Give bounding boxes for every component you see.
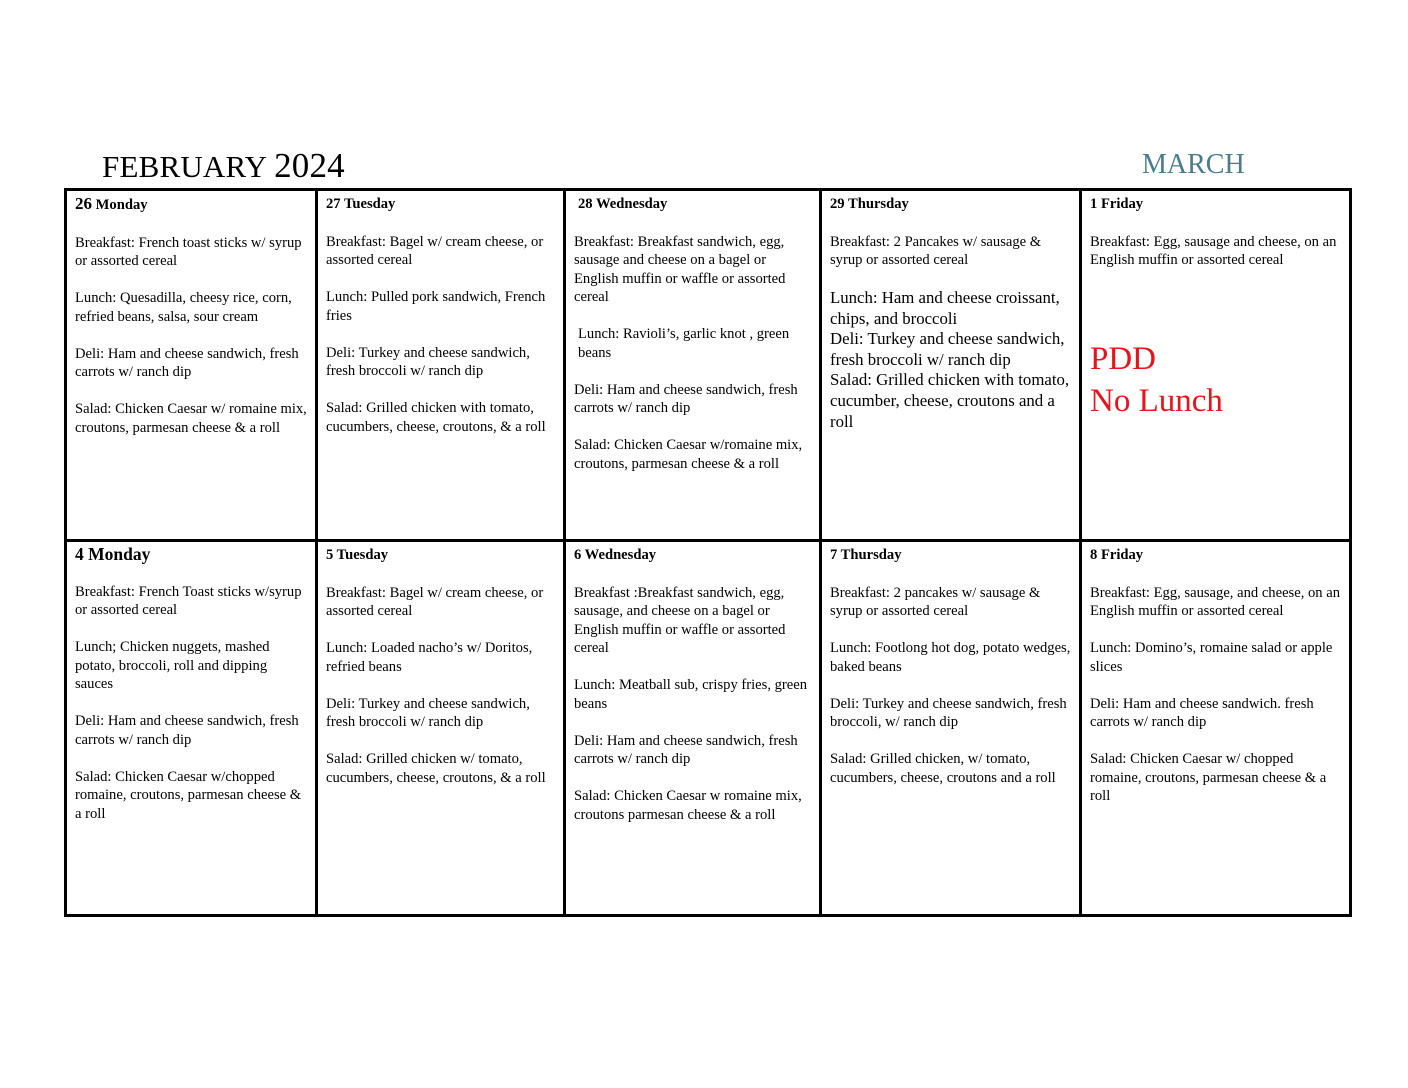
month-year: 2024 bbox=[274, 146, 345, 185]
lunch-item: Lunch: Meatball sub, crispy fries, green beans bbox=[574, 677, 808, 712]
day-header: 7 Thursday bbox=[830, 547, 902, 563]
day-number: 26 bbox=[75, 194, 92, 213]
breakfast-item: Breakfast: French Toast sticks w/syrup or assorted cereal bbox=[75, 583, 302, 618]
day-header: 28 Wednesday bbox=[578, 196, 668, 212]
deli-item: Deli: Ham and cheese sandwich, fresh carrots w/ ranch dip bbox=[574, 381, 798, 416]
breakfast-item: Breakfast: 2 pancakes w/ sausage & syrup or assorted cereal bbox=[830, 584, 1041, 619]
salad-item: Salad: Grilled chicken with tomato, cucumbers, cheese, croutons, & a roll bbox=[326, 400, 546, 435]
deli-item: Deli: Ham and cheese sandwich. fresh carrots w/ ranch dip bbox=[1090, 695, 1314, 730]
day-cell-mar-8 bbox=[1082, 542, 1349, 914]
lunch-item: Lunch: Footlong hot dog, potato wedges, baked beans bbox=[830, 640, 1071, 675]
salad-item: Salad: Grilled chicken with tomato, cucumber, cheese, croutons and a roll bbox=[830, 370, 1070, 431]
salad-item: Salad: Chicken Caesar w/ romaine mix, croutons, parmesan cheese & a roll bbox=[75, 401, 307, 436]
month-name: FEBRUARY bbox=[102, 149, 267, 184]
breakfast-item: Breakfast: 2 Pancakes w/ sausage & syrup or assorted cereal bbox=[830, 233, 1042, 268]
deli-item: Deli: Ham and cheese sandwich, fresh carrots w/ ranch dip bbox=[75, 345, 299, 380]
day-cell-feb-27 bbox=[318, 191, 563, 539]
lunch-item: Lunch: Ham and cheese croissant, chips, and broccoli bbox=[830, 288, 1060, 328]
lunch-item: Lunch; Chicken nuggets, mashed potato, broccoli, roll and dipping sauces bbox=[75, 639, 270, 692]
lunch-item: Lunch: Quesadilla, cheesy rice, corn, refried beans, salsa, sour cream bbox=[75, 290, 292, 325]
day-header: 4 Monday bbox=[75, 544, 151, 564]
breakfast-item: Breakfast: Bagel w/ cream cheese, or assorted cereal bbox=[326, 233, 544, 268]
day-cell-mar-6 bbox=[566, 542, 819, 914]
breakfast-item: Breakfast: Bagel w/ cream cheese, or assorted cereal bbox=[326, 584, 544, 619]
lunch-item: Lunch: Ravioli’s, garlic knot , green beans bbox=[578, 326, 790, 361]
day-cell-feb-26 bbox=[67, 191, 315, 539]
day-header: 27 Tuesday bbox=[326, 196, 396, 212]
lunch-item: Lunch: Loaded nacho’s w/ Doritos, refried beans bbox=[326, 640, 533, 675]
breakfast-item: Breakfast: Egg, sausage, and cheese, on an English muffin or assorted cereal bbox=[1090, 584, 1341, 619]
breakfast-item: Breakfast: French toast sticks w/ syrup or assorted cereal bbox=[75, 234, 302, 269]
no-lunch-notice: No Lunch bbox=[1090, 382, 1223, 419]
deli-item: Deli: Turkey and cheese sandwich, fresh broccoli, w/ ranch dip bbox=[830, 695, 1067, 730]
salad-item: Salad: Grilled chicken, w/ tomato, cucumbers, cheese, croutons and a roll bbox=[830, 751, 1056, 786]
day-cell-mar-4 bbox=[67, 542, 315, 914]
pdd-notice: PDD bbox=[1090, 340, 1157, 377]
deli-item: Deli: Turkey and cheese sandwich, fresh broccoli w/ ranch dip bbox=[830, 329, 1065, 369]
month-title bbox=[102, 146, 345, 186]
day-cell-mar-7 bbox=[822, 542, 1079, 914]
breakfast-item: Breakfast: Egg, sausage and cheese, on an English muffin or assorted cereal bbox=[1090, 233, 1337, 268]
salad-item: Salad: Chicken Caesar w/chopped romaine, croutons, parmesan cheese & a roll bbox=[75, 768, 302, 822]
breakfast-item: Breakfast: Breakfast sandwich, egg, sausage and cheese on a bagel or English muffin or waffle or assorted cereal bbox=[574, 233, 786, 305]
deli-item: Deli: Ham and cheese sandwich, fresh carrots w/ ranch dip bbox=[75, 713, 299, 748]
lunch-item: Lunch: Domino’s, romaine salad or apple slices bbox=[1090, 640, 1333, 675]
deli-item: Deli: Turkey and cheese sandwich, fresh broccoli w/ ranch dip bbox=[326, 344, 530, 379]
salad-item: Salad: Chicken Caesar w/romaine mix, croutons, parmesan cheese & a roll bbox=[574, 437, 803, 472]
salad-item: Salad: Chicken Caesar w/ chopped romaine, croutons, parmesan cheese & a roll bbox=[1090, 751, 1327, 804]
menu-calendar-grid bbox=[64, 188, 1352, 917]
next-month-label: MARCH bbox=[1142, 149, 1245, 180]
day-cell-feb-28 bbox=[566, 191, 819, 539]
day-cell-feb-29 bbox=[822, 191, 1079, 539]
salad-item: Salad: Chicken Caesar w romaine mix, croutons parmesan cheese & a roll bbox=[574, 788, 802, 823]
day-header: 8 Friday bbox=[1090, 547, 1144, 563]
day-header: 5 Tuesday bbox=[326, 547, 389, 563]
day-header: 1 Friday bbox=[1090, 196, 1144, 212]
lunch-item: Lunch: Pulled pork sandwich, French fries bbox=[326, 289, 546, 324]
deli-item: Deli: Turkey and cheese sandwich, fresh broccoli w/ ranch dip bbox=[326, 695, 530, 730]
day-name: Monday bbox=[95, 197, 148, 213]
day-header: 29 Thursday bbox=[830, 196, 909, 212]
day-header: 6 Wednesday bbox=[574, 547, 657, 563]
day-header bbox=[75, 195, 307, 215]
day-cell-mar-1 bbox=[1082, 191, 1349, 539]
deli-item: Deli: Ham and cheese sandwich, fresh carrots w/ ranch dip bbox=[574, 732, 798, 767]
salad-item: Salad: Grilled chicken w/ tomato, cucumbers, cheese, croutons, & a roll bbox=[326, 751, 546, 786]
breakfast-item: Breakfast :Breakfast sandwich, egg, sausage, and cheese on a bagel or English muffin or waffle or assorted cereal bbox=[574, 584, 786, 656]
day-cell-mar-5 bbox=[318, 542, 563, 914]
